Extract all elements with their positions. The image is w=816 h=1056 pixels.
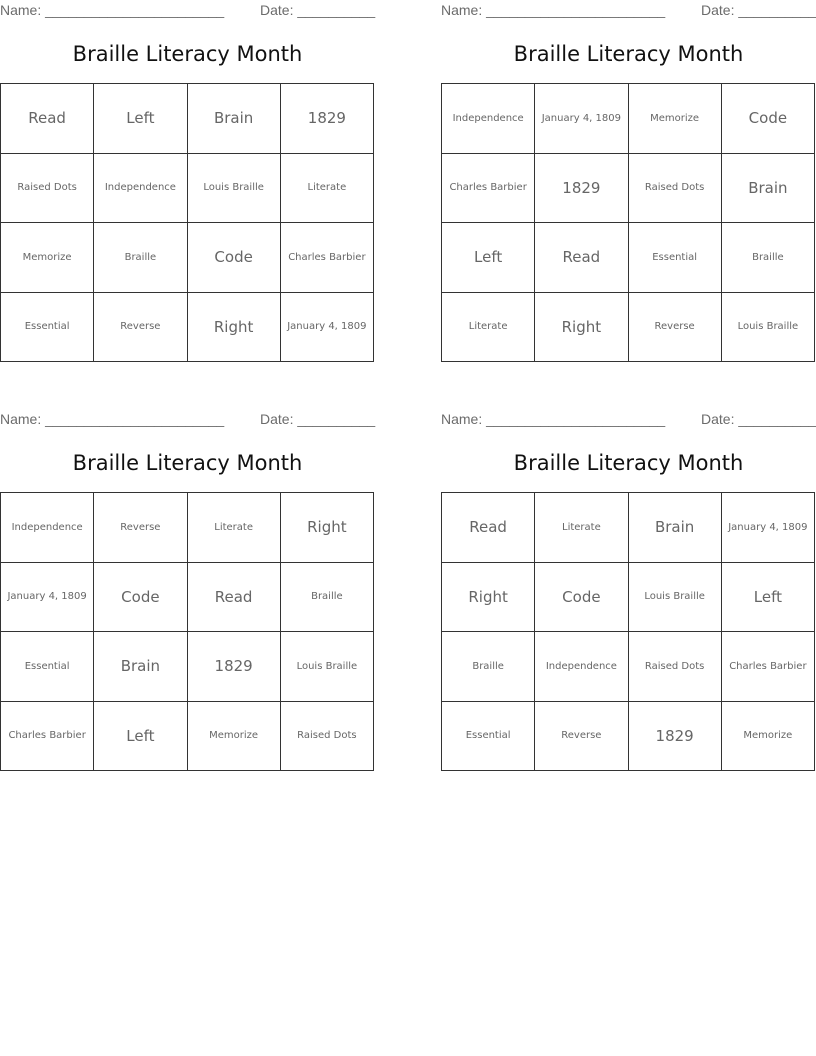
bingo-cell: Raised Dots [629,154,722,224]
bingo-cell: Literate [281,154,374,224]
bingo-card-1 [0,0,376,370]
bingo-cell: Code [94,563,187,633]
bingo-cell: Right [281,493,374,563]
bingo-cell: Literate [535,493,628,563]
bingo-cell: Right [188,293,281,363]
bingo-cell: Independence [94,154,187,224]
bingo-cell: Left [94,702,187,772]
bingo-cell: January 4, 1809 [1,563,94,633]
bingo-cell: Essential [1,632,94,702]
date-line: Date: __________ [260,2,376,18]
bingo-cell: Independence [535,632,628,702]
bingo-card-2 [441,0,816,370]
bingo-cell: Reverse [94,293,187,363]
bingo-cell: Braille [722,223,815,293]
bingo-grid [441,83,815,362]
card-title: Braille Literacy Month [513,42,744,66]
name-line: Name: _______________________ [0,411,225,427]
bingo-grid [0,83,374,362]
bingo-cell: Memorize [188,702,281,772]
bingo-cell: 1829 [629,702,722,772]
bingo-cell: Brain [629,493,722,563]
bingo-card-3 [0,409,376,779]
bingo-cell: Reverse [629,293,722,363]
bingo-cell: January 4, 1809 [535,84,628,154]
bingo-cell: Louis Braille [722,293,815,363]
bingo-cell: Essential [629,223,722,293]
bingo-cell: Right [535,293,628,363]
bingo-cell: Braille [281,563,374,633]
bingo-cell: Brain [722,154,815,224]
date-line: Date: __________ [701,2,816,18]
bingo-cell: Code [188,223,281,293]
bingo-cell: Charles Barbier [281,223,374,293]
bingo-cell: Right [442,563,535,633]
bingo-cell: Raised Dots [629,632,722,702]
bingo-cell: Memorize [722,702,815,772]
date-line: Date: __________ [260,411,376,427]
bingo-cell: Left [722,563,815,633]
bingo-cell: Independence [1,493,94,563]
bingo-cell: Code [535,563,628,633]
bingo-cell: Essential [1,293,94,363]
bingo-cell: Raised Dots [281,702,374,772]
bingo-cell: Raised Dots [1,154,94,224]
name-line: Name: _______________________ [0,2,225,18]
bingo-cell: Reverse [94,493,187,563]
bingo-cell: Louis Braille [188,154,281,224]
bingo-grid [441,492,815,771]
bingo-cell: Memorize [1,223,94,293]
bingo-cell: Memorize [629,84,722,154]
bingo-cell: Brain [188,84,281,154]
bingo-cell: Independence [442,84,535,154]
bingo-cell: Louis Braille [629,563,722,633]
bingo-cell: Brain [94,632,187,702]
bingo-cell: Reverse [535,702,628,772]
bingo-cell: Left [442,223,535,293]
card-title: Braille Literacy Month [72,451,303,475]
bingo-cell: Charles Barbier [722,632,815,702]
bingo-cell: Code [722,84,815,154]
bingo-cell: Literate [442,293,535,363]
date-line: Date: __________ [701,411,816,427]
card-title: Braille Literacy Month [513,451,744,475]
bingo-cell: Essential [442,702,535,772]
bingo-cell: Literate [188,493,281,563]
bingo-card-4 [441,409,816,779]
name-line: Name: _______________________ [441,411,666,427]
bingo-cell: Read [442,493,535,563]
bingo-cell: Charles Barbier [1,702,94,772]
bingo-grid [0,492,374,771]
bingo-cell: 1829 [535,154,628,224]
name-line: Name: _______________________ [441,2,666,18]
bingo-cell: Charles Barbier [442,154,535,224]
card-title: Braille Literacy Month [72,42,303,66]
bingo-cell: Braille [94,223,187,293]
bingo-cell: January 4, 1809 [722,493,815,563]
bingo-cell: Read [535,223,628,293]
bingo-cell: Braille [442,632,535,702]
bingo-cell: 1829 [281,84,374,154]
bingo-cell: 1829 [188,632,281,702]
bingo-cell: January 4, 1809 [281,293,374,363]
bingo-cell: Left [94,84,187,154]
bingo-cell: Read [1,84,94,154]
bingo-cell: Louis Braille [281,632,374,702]
bingo-cell: Read [188,563,281,633]
